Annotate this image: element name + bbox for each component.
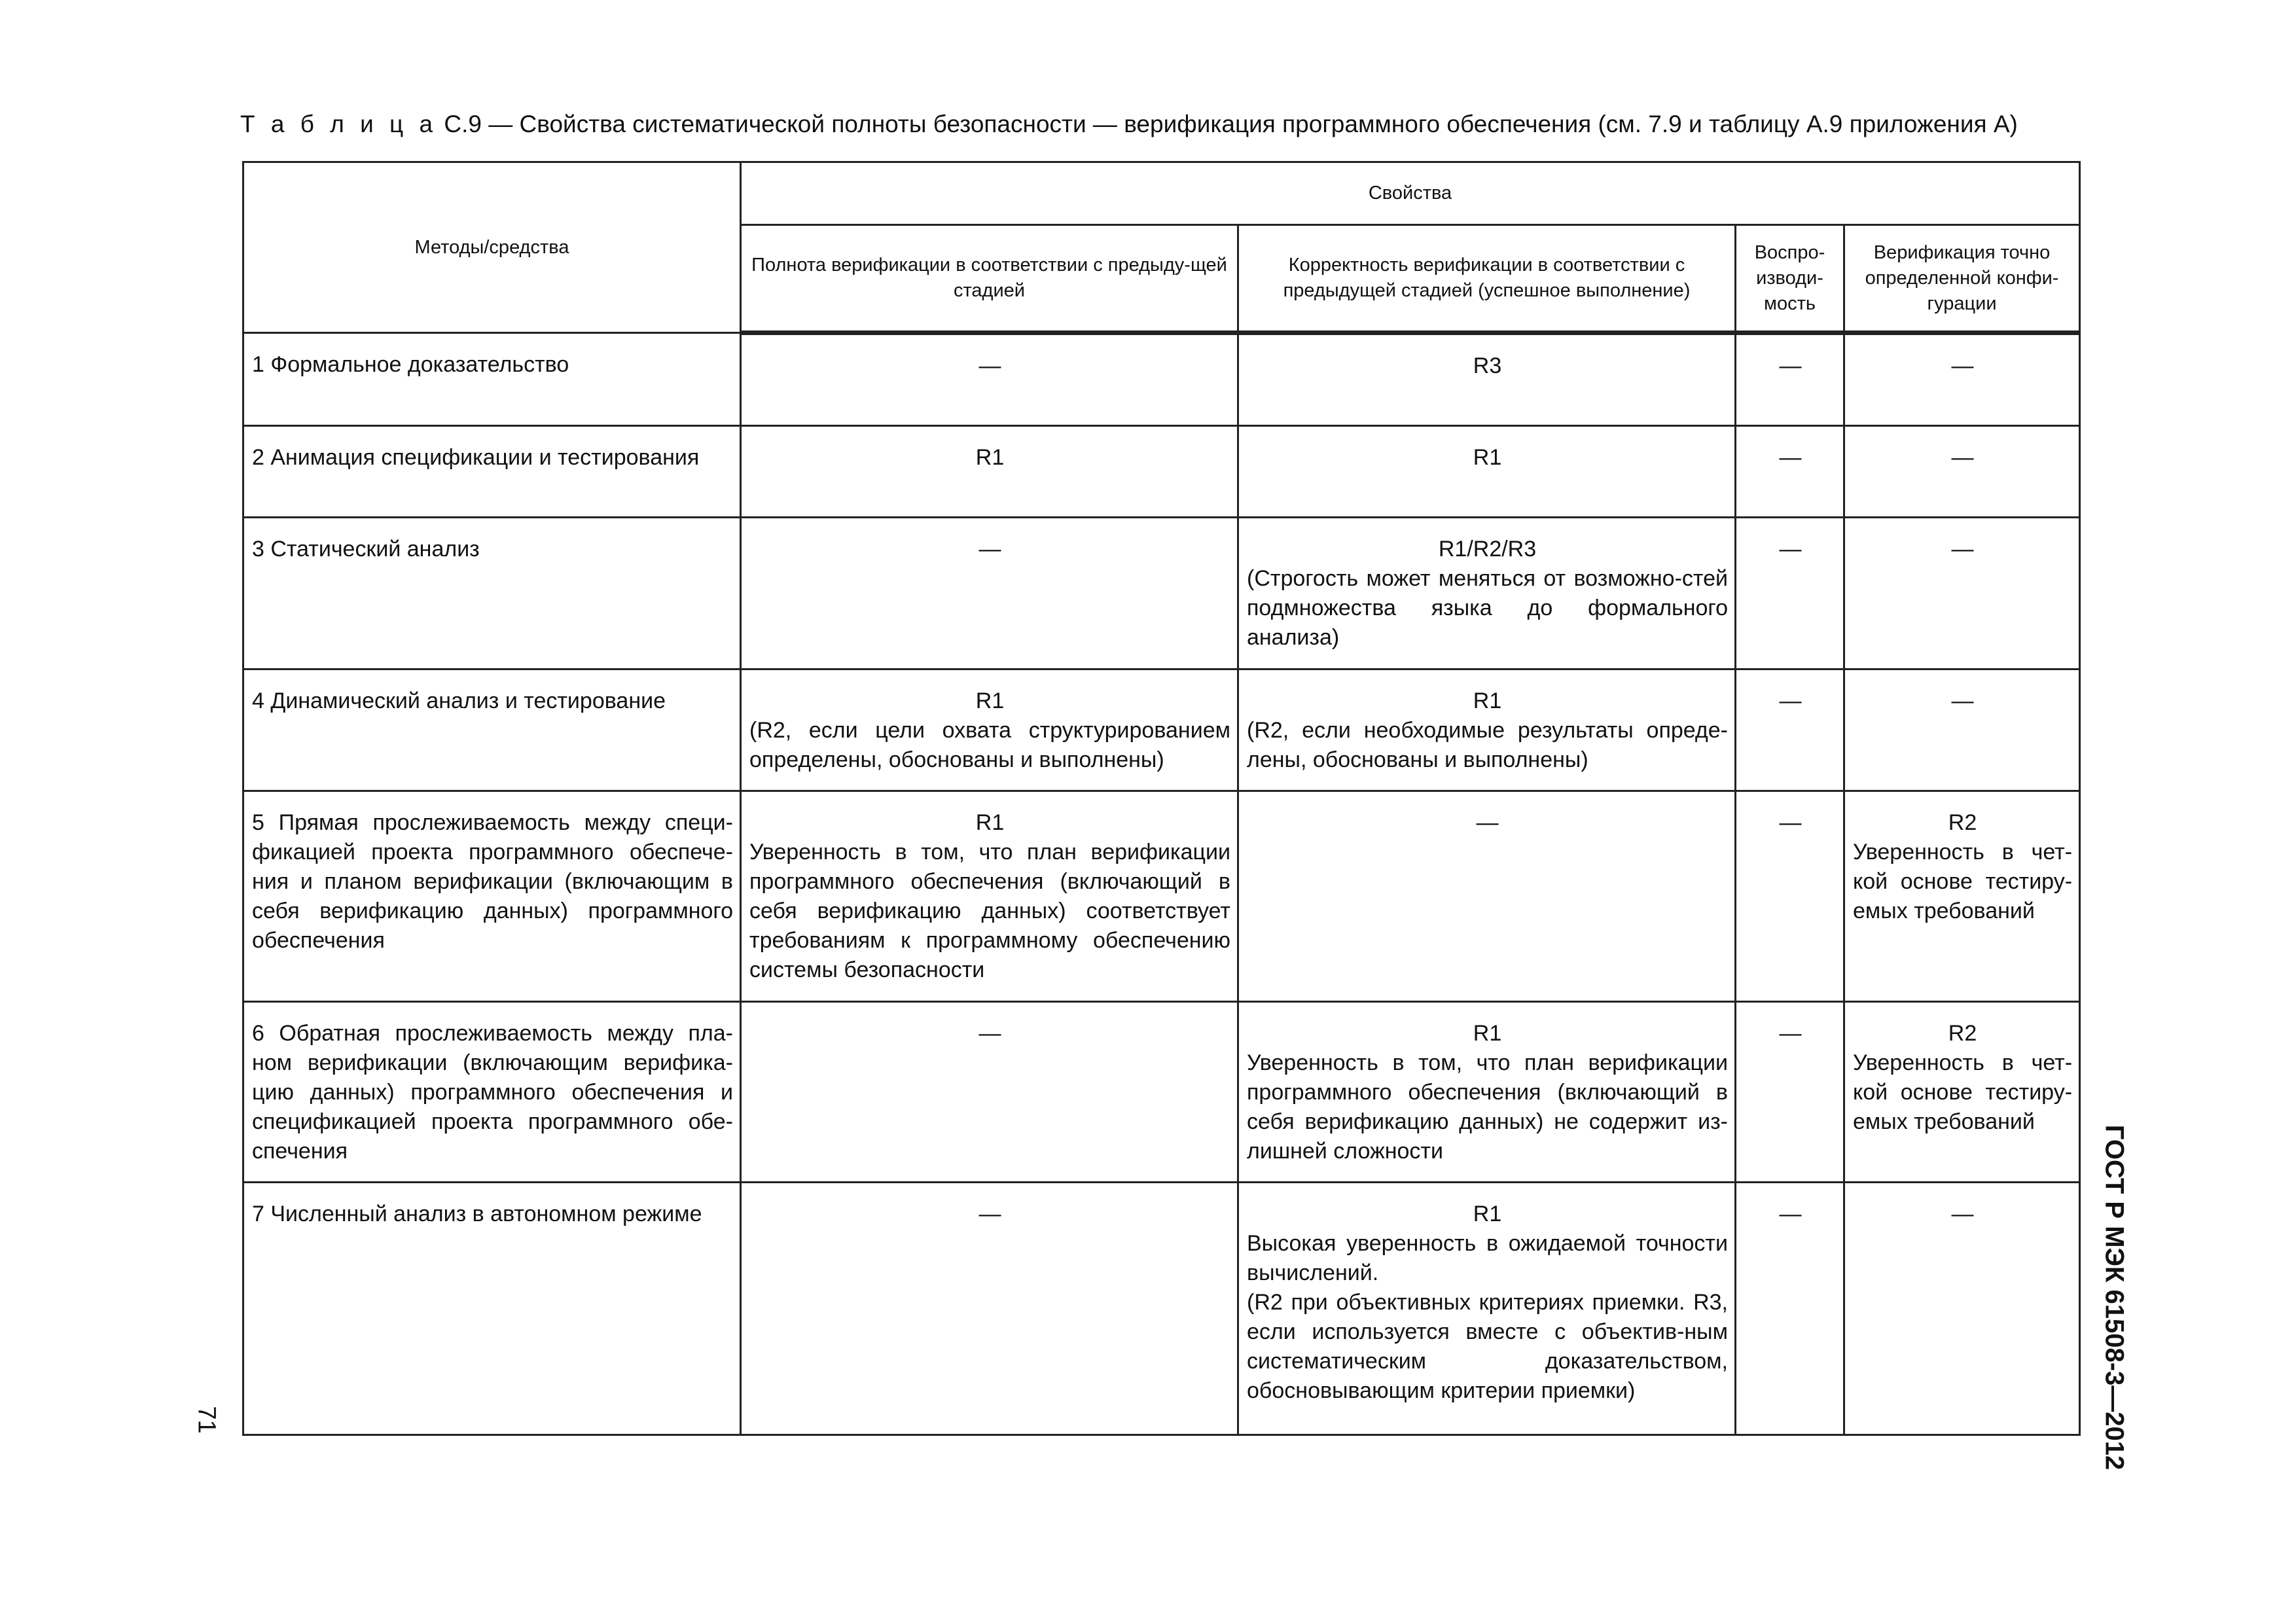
value-cell-c3 xyxy=(1736,1183,1844,1435)
method-cell: 4 Динамический анализ и тестирование xyxy=(243,669,741,791)
cell-note: Уверенность в чет-кой основе тестиру-емых требований xyxy=(1853,1050,2073,1134)
cell-rating: — xyxy=(1779,688,1802,713)
value-cell-c3 xyxy=(1736,791,1844,1002)
value-cell-c1 xyxy=(741,518,1238,669)
header-col4: Верификация точно определенной конфи-гурации xyxy=(1844,225,2080,333)
value-cell-c2 xyxy=(1238,791,1736,1002)
header-methods: Методы/средства xyxy=(243,162,741,333)
cell-note: (R2, если цели охвата структурированием определены, обоснованы и выполнены) xyxy=(749,718,1230,772)
cell-rating: — xyxy=(1779,445,1802,470)
header-col1: Полнота верификации в соответствии с предыду-щей стадией xyxy=(741,225,1238,333)
cell-rating: R1/R2/R3 xyxy=(1438,537,1537,562)
cell-note: (Строгость может меняться от возможно-стей подмножества языка до формального анализа) xyxy=(1247,566,1728,650)
value-cell-c4 xyxy=(1844,1183,2080,1435)
header-properties: Свойства xyxy=(741,162,2080,225)
value-cell-c4 xyxy=(1844,669,2080,791)
cell-rating: R2 xyxy=(1948,1021,1977,1046)
document-code: ГОСТ Р МЭК 61508-3—2012 xyxy=(2100,1124,2129,1471)
value-cell-c1 xyxy=(741,333,1238,426)
cell-rating: — xyxy=(978,353,1001,378)
value-cell-c2 xyxy=(1238,426,1736,518)
cell-rating: — xyxy=(978,1021,1001,1046)
cell-rating: — xyxy=(1951,445,1974,470)
method-cell: 1 Формальное доказательство xyxy=(243,333,741,426)
value-cell-c4 xyxy=(1844,426,2080,518)
cell-rating: — xyxy=(978,537,1001,562)
cell-rating: — xyxy=(1476,810,1499,835)
header-col3: Воспро-изводи-мость xyxy=(1736,225,1844,333)
header-col2: Корректность верификации в соответствии с предыдущей стадией (успешное выполнение) xyxy=(1238,225,1736,333)
value-cell-c2 xyxy=(1238,1002,1736,1183)
cell-note: Уверенность в том, что план верификации программного обеспечения (включающий в себя верификацию данных) соответствует требованиям к программному обеспечению системы безопасности xyxy=(749,840,1230,982)
cell-rating: — xyxy=(1779,1202,1802,1226)
value-cell-c2 xyxy=(1238,518,1736,669)
value-cell-c2 xyxy=(1238,1183,1736,1435)
cell-rating: — xyxy=(1779,537,1802,562)
value-cell-c3 xyxy=(1736,518,1844,669)
cell-rating: R1 xyxy=(1473,445,1502,470)
cell-note: Уверенность в том, что план верификации программного обеспечения (включающий в себя верификацию данных) не содержит из-лишней сложности xyxy=(1247,1050,1728,1164)
value-cell-c4 xyxy=(1844,333,2080,426)
table-row xyxy=(243,333,2080,426)
cell-rating: R2 xyxy=(1948,810,1977,835)
value-cell-c3 xyxy=(1736,426,1844,518)
method-cell: 6 Обратная прослеживаемость между пла-ном верификации (включающим верифика-цию данных) программного обеспечения и спецификацией проекта программного обе-спечения xyxy=(243,1002,741,1183)
cell-rating: R1 xyxy=(1473,1202,1502,1226)
value-cell-c3 xyxy=(1736,1002,1844,1183)
cell-rating: R3 xyxy=(1473,353,1502,378)
value-cell-c3 xyxy=(1736,669,1844,791)
cell-rating: — xyxy=(1779,1021,1802,1046)
caption-text: С.9 — Свойства систематической полноты безопасности — верификация программного обеспечения (см. 7.9 и таблицу А.9 приложения А) xyxy=(444,111,2018,137)
cell-rating: — xyxy=(1779,353,1802,378)
cell-note: Уверенность в чет-кой основе тестиру-емых требований xyxy=(1853,840,2073,923)
cell-rating: — xyxy=(1951,537,1974,562)
value-cell-c4 xyxy=(1844,1002,2080,1183)
value-cell-c3 xyxy=(1736,333,1844,426)
value-cell-c4 xyxy=(1844,791,2080,1002)
cell-note: (R2, если необходимые результаты опреде-лены, обоснованы и выполнены) xyxy=(1247,718,1728,772)
table-body xyxy=(243,333,2080,1435)
cell-rating: R1 xyxy=(975,688,1005,713)
cell-rating: R1 xyxy=(975,445,1005,470)
method-cell: 5 Прямая прослеживаемость между специ-фикацией проекта программного обеспече-ния и планом верификации (включающим в себя верификацию данных) программного обеспечения xyxy=(243,791,741,1002)
cell-rating: — xyxy=(1951,688,1974,713)
table-row xyxy=(243,1183,2080,1435)
method-cell: 3 Статический анализ xyxy=(243,518,741,669)
value-cell-c1 xyxy=(741,426,1238,518)
value-cell-c1 xyxy=(741,791,1238,1002)
properties-table xyxy=(242,161,2081,1436)
cell-rating: R1 xyxy=(1473,688,1502,713)
value-cell-c1 xyxy=(741,669,1238,791)
value-cell-c1 xyxy=(741,1183,1238,1435)
value-cell-c1 xyxy=(741,1002,1238,1183)
cell-rating: — xyxy=(978,1202,1001,1226)
cell-rating: — xyxy=(1779,810,1802,835)
cell-rating: R1 xyxy=(1473,1021,1502,1046)
table-row xyxy=(243,518,2080,669)
cell-note: Высокая уверенность в ожидаемой точности вычислений. (R2 при объективных критериях приемки. R3, если используется вместе с объектив-ным систематическим доказательством, обосновывающим критерии приемки) xyxy=(1247,1231,1728,1403)
value-cell-c2 xyxy=(1238,669,1736,791)
value-cell-c4 xyxy=(1844,518,2080,669)
cell-rating: — xyxy=(1951,353,1974,378)
method-cell: 7 Численный анализ в автономном режиме xyxy=(243,1183,741,1435)
caption-label: Т а б л и ц а xyxy=(240,111,438,137)
table-row xyxy=(243,669,2080,791)
table-caption xyxy=(240,110,2073,139)
table-row xyxy=(243,426,2080,518)
method-cell: 2 Анимация спецификации и тестирования xyxy=(243,426,741,518)
page-number: 71 xyxy=(192,1406,221,1434)
cell-rating: — xyxy=(1951,1202,1974,1226)
table-row xyxy=(243,791,2080,1002)
cell-rating: R1 xyxy=(975,810,1005,835)
header-row-top xyxy=(243,162,2080,225)
value-cell-c2 xyxy=(1238,333,1736,426)
table-row xyxy=(243,1002,2080,1183)
